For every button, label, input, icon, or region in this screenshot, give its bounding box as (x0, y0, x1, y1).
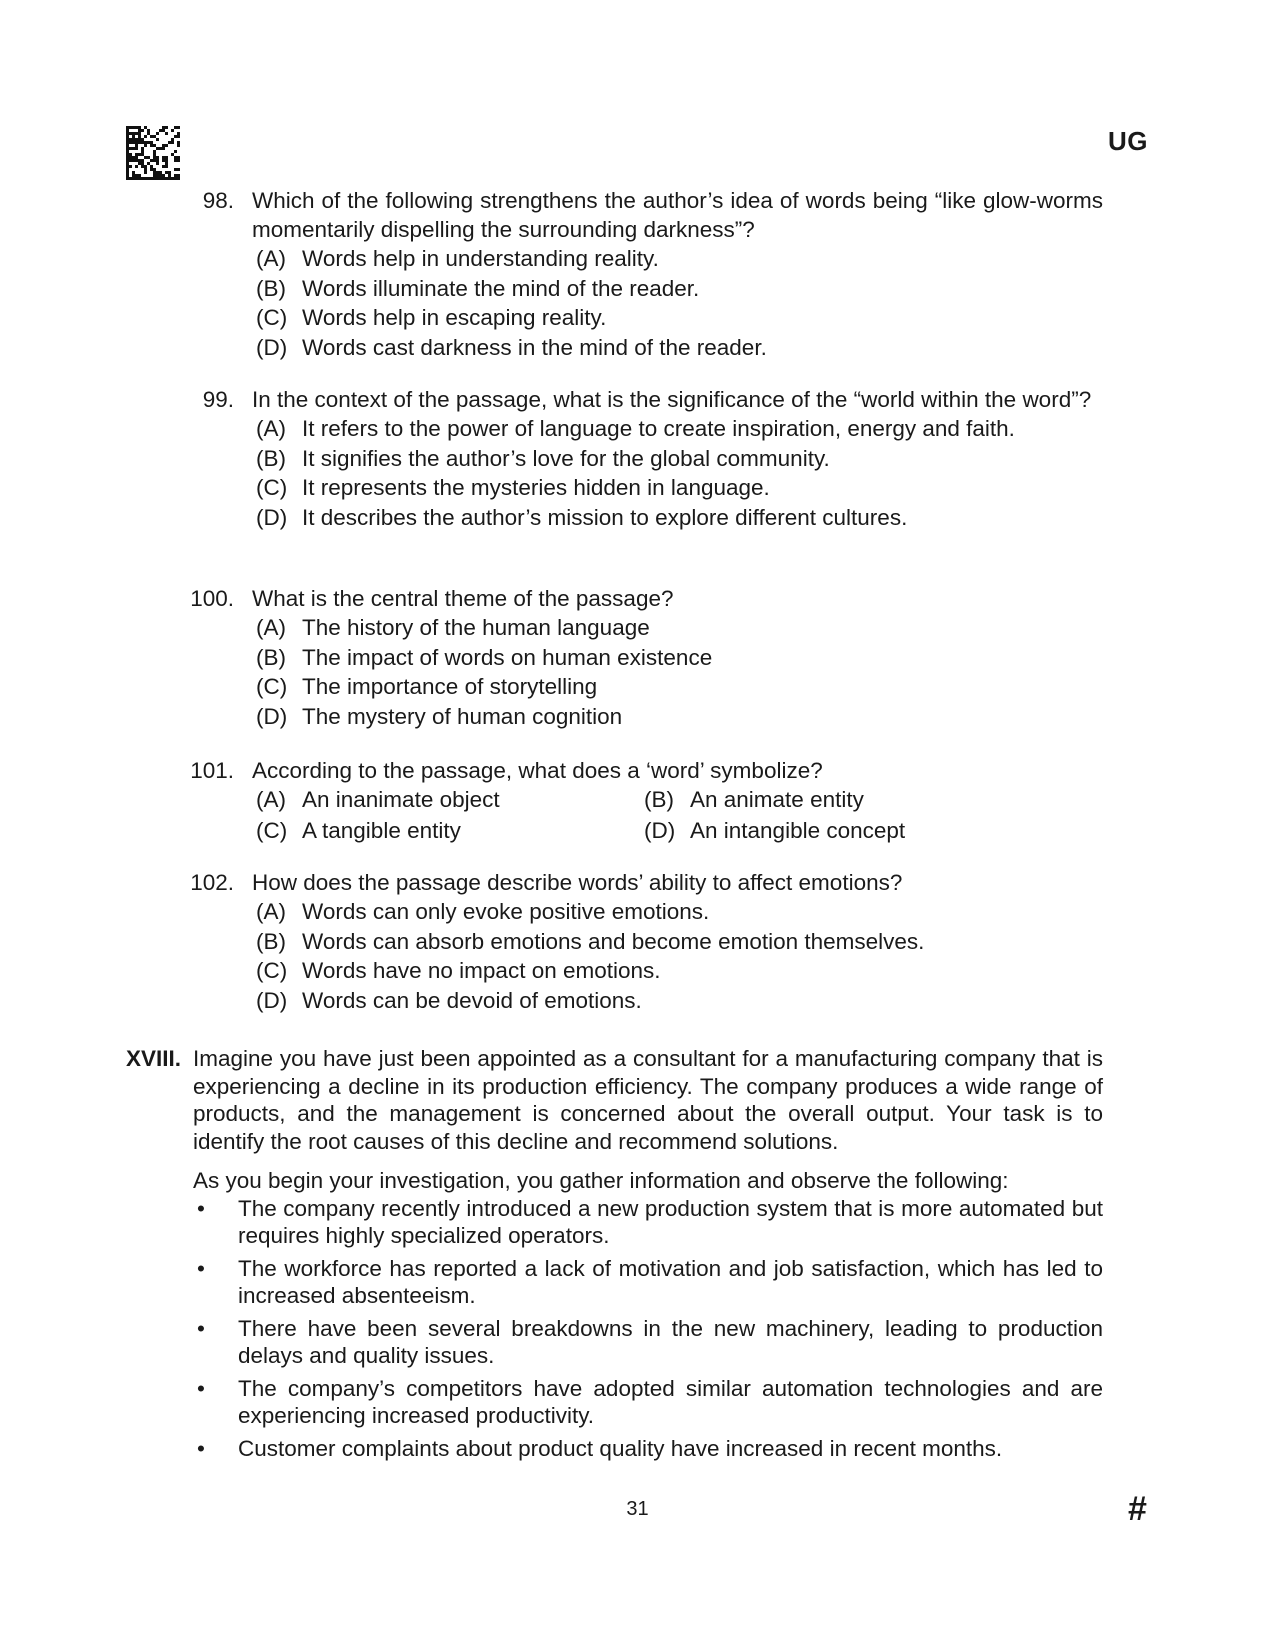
question-text: How does the passage describe words’ ability to affect emotions? (252, 870, 903, 895)
question-text: Which of the following strengthens the author’s idea of words being “like glow-worms momentarily dispelling the surrounding darkness”? (252, 188, 1103, 242)
observation-list (193, 1195, 1103, 1463)
option-text: Words can be devoid of emotions. (302, 987, 642, 1013)
question-102 (178, 868, 1103, 1015)
bullet-icon: • (197, 1375, 205, 1401)
option-text: Words can only evoke positive emotions. (302, 899, 710, 924)
option-label: (B) (644, 787, 674, 812)
question-text: According to the passage, what does a ‘word’ symbolize? (252, 758, 823, 783)
option-label: (A) (256, 899, 286, 924)
option-c (252, 956, 1103, 986)
list-item (193, 1315, 1103, 1370)
list-item-text: The company’s competitors have adopted similar automation technologies and are experiencing increased productivity. (238, 1375, 1103, 1428)
option-label: (C) (256, 674, 288, 699)
option-text: The importance of storytelling (302, 674, 598, 699)
list-item (193, 1195, 1103, 1250)
option-a (252, 244, 1103, 274)
list-item (193, 1435, 1103, 1463)
option-b (252, 643, 1103, 673)
option-text: The impact of words on human existence (302, 644, 713, 670)
option-c (252, 303, 1103, 333)
question-number: 99. (202, 387, 234, 412)
question-number: 98. (202, 188, 234, 213)
option-text: An animate entity (690, 787, 864, 812)
section-number: XVIII. (126, 1046, 182, 1071)
option-label: (C) (256, 475, 288, 500)
page-number: 31 (626, 1498, 649, 1520)
option-text: Words cast darkness in the mind of the reader. (302, 334, 767, 360)
option-text: It represents the mysteries hidden in language. (302, 475, 770, 500)
option-a (252, 414, 1103, 444)
option-text: Words have no impact on emotions. (302, 958, 661, 983)
list-item-text: The workforce has reported a lack of motivation and job satisfaction, which has led to increased absenteeism. (238, 1255, 1103, 1308)
option-text: The history of the human language (302, 615, 650, 640)
list-item (193, 1255, 1103, 1310)
option-label: (B) (256, 928, 286, 954)
list-item (193, 1375, 1103, 1430)
option-label: (A) (256, 416, 286, 441)
question-101 (178, 756, 1103, 846)
bullet-icon: • (197, 1255, 205, 1281)
option-a (252, 613, 1103, 643)
option-b (252, 274, 1103, 304)
section-xviii (126, 1045, 1103, 1467)
option-text: It refers to the power of language to create inspiration, energy and faith. (302, 416, 1015, 441)
option-a (252, 897, 1103, 927)
qr-code (126, 126, 180, 180)
question-number: 102. (190, 870, 234, 895)
option-label: (C) (256, 817, 288, 843)
option-row (252, 785, 1103, 816)
option-label: (D) (644, 817, 676, 843)
bullet-icon: • (197, 1315, 205, 1341)
option-label: (C) (256, 958, 288, 983)
option-label: (B) (256, 644, 286, 670)
option-text: Words help in escaping reality. (302, 305, 607, 330)
option-label: (A) (256, 787, 286, 812)
option-label: (A) (256, 615, 286, 640)
question-text: What is the central theme of the passage? (252, 586, 674, 611)
option-d (252, 702, 1103, 732)
option-label: (B) (256, 445, 286, 471)
option-label: (C) (256, 305, 288, 330)
bullet-icon: • (197, 1195, 205, 1221)
list-item-text: Customer complaints about product quality have increased in recent months. (238, 1435, 1003, 1461)
question-number: 100. (190, 586, 234, 611)
option-label: (D) (256, 504, 288, 530)
option-d (252, 333, 1103, 363)
list-item-text: The company recently introduced a new production system that is more automated but requires highly specialized operators. (238, 1195, 1103, 1248)
option-label: (A) (256, 246, 286, 271)
option-text: It describes the author’s mission to explore different cultures. (302, 504, 908, 530)
option-b (252, 444, 1103, 474)
option-c (252, 672, 1103, 702)
option-text: It signifies the author’s love for the global community. (302, 445, 830, 471)
option-b (252, 927, 1103, 957)
bullet-icon: • (197, 1435, 205, 1461)
option-d (252, 986, 1103, 1016)
option-row (252, 816, 1103, 847)
option-text: Words can absorb emotions and become emotion themselves. (302, 928, 925, 954)
section-intro: As you begin your investigation, you gather information and observe the following: (193, 1168, 1009, 1193)
page-mark: # (1128, 1490, 1147, 1528)
option-text: Words help in understanding reality. (302, 246, 659, 271)
paper-code: UG (1108, 126, 1148, 156)
option-label: (D) (256, 987, 288, 1013)
question-number: 101. (190, 758, 234, 783)
option-label: (D) (256, 703, 288, 729)
question-100 (178, 584, 1103, 731)
option-text: A tangible entity (302, 817, 461, 843)
option-label: (D) (256, 334, 288, 360)
option-text: An intangible concept (690, 817, 906, 843)
option-text: The mystery of human cognition (302, 703, 623, 729)
option-label: (B) (256, 275, 286, 301)
question-text: In the context of the passage, what is the significance of the “world within the word”? (252, 387, 1092, 412)
option-text: Words illuminate the mind of the reader. (302, 275, 700, 301)
option-c (252, 473, 1103, 503)
option-text: An inanimate object (302, 787, 500, 812)
option-d (252, 503, 1103, 533)
question-98 (178, 186, 1103, 362)
question-99 (178, 385, 1103, 532)
section-paragraph: Imagine you have just been appointed as a consultant for a manufacturing company that is experiencing a decline in its production efficiency. The company produces a wide range of products, and the management is concerned about the overall output. Your task is to identify the root causes of this decline and recommend solutions. (193, 1046, 1103, 1154)
list-item-text: There have been several breakdowns in the new machinery, leading to production delays and quality issues. (238, 1315, 1103, 1368)
